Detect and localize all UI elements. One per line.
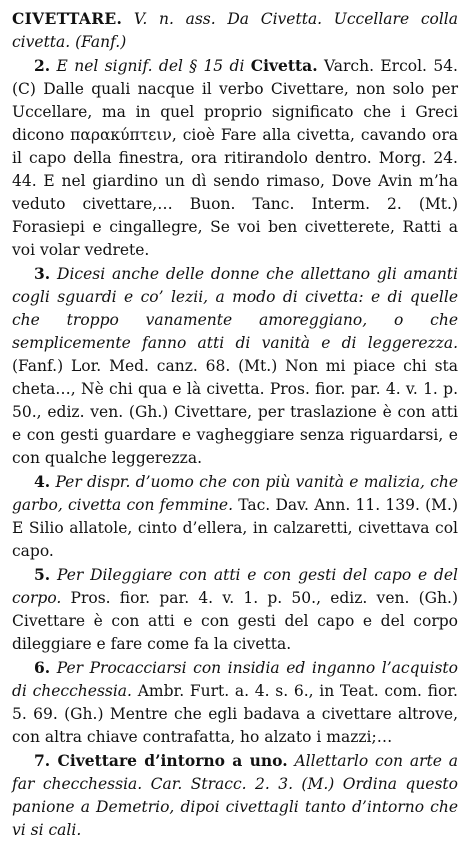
sense-text: Varch. Ercol. 54. (C) Dalle quali nacque il verbo Civettare, non solo per Uccellare, ma in quel proprio significato che i Greci dicono παρακύπτειν, cioè Fare alla civetta, cavando ora il capo della finestra, ora ritirandolo dentro. Morg. 24. 44. E nel giardino un dì sendo rimaso, Dove Avin m’ha veduto civettare,… Buon. Tanc. Interm. 2. (Mt.) Forasiepi e cingallegre, Se voi ben civetterete, Ratti a voi volar vedrete. — [12, 57, 458, 259]
sense-lead: Per Dileggiare con atti e con gesti del capo e del corpo. — [12, 566, 458, 607]
sense-number: 4. — [34, 472, 51, 491]
sense-lead: E nel signif. del § 15 di — [50, 57, 251, 75]
sense-lead: Dicesi anche delle donne che allettano gli amanti cogli sguardi e co’ lezii, a modo di civetta: e di quelle che troppo vanamente amoreggiano, o che semplicemente fanno atti di vanità e di leggerezza. — [12, 265, 458, 352]
sense-4 — [12, 470, 458, 563]
head-definition: V. n. ass. Da Civetta. Uccellare colla civetta. (Fanf.) — [12, 10, 458, 51]
sense-7 — [12, 749, 458, 842]
sense-text: Pros. fior. par. 4. v. 1. p. 50., ediz. ven. (Gh.) Civettare è con atti e con gesti del capo e del corpo dileggiare e fare come fa la civetta. — [12, 589, 458, 653]
sense-number: 2. — [34, 56, 51, 75]
sense-3 — [12, 262, 458, 470]
sense-lead: Per Procacciarsi con insidia ed inganno l’acquisto di checchessia. — [12, 659, 458, 700]
sense-number: 6. — [34, 658, 51, 677]
sense-number: 3. — [34, 264, 51, 283]
sense-lead: Per dispr. d’uomo che con più vanità e malizia, che garbo, civetta con femmine. — [12, 473, 458, 514]
sense-number: 5. — [34, 565, 51, 584]
sense-text: Tac. Dav. Ann. 11. 139. (M.) E Silio allatole, cinto d’ellera, in calzaretti, civettava col capo. — [12, 496, 458, 560]
sense-2 — [12, 54, 458, 262]
sense-number: 7. — [34, 751, 51, 770]
sense-text: Allettarlo con arte a far checchessia. Car. Stracc. 2. 3. (M.) Ordina questo panione a Demetrio, dipoi civettagli tanto d’intorno che vi si cali. — [12, 752, 458, 839]
headword: CIVETTARE. — [12, 9, 123, 28]
sense-text: Ambr. Furt. a. 4. s. 6., in Teat. com. fior. 5. 69. (Gh.) Mentre che egli badava a civettare altrove, con altra chiave contrafatta, ho alzato i mazzi;… — [12, 682, 458, 746]
sense-lead-word: Civetta. — [250, 56, 318, 75]
sense-text: (Fanf.) Lor. Med. canz. 68. (Mt.) Non mi piace chi sta cheta…, Nè chi qua e là civetta. Pros. fior. par. 4. v. 1. p. 50., ediz. ven. (Gh.) Civettare, per traslazione è con atti e con gesti guardare e vagheggiare senza riguardarsi, e con qualche leggerezza. — [12, 357, 458, 467]
sense-lead-word: Civettare d’intorno a uno. — [50, 751, 288, 770]
sense-5 — [12, 563, 458, 656]
sense-6 — [12, 656, 458, 749]
entry-head — [12, 7, 458, 54]
